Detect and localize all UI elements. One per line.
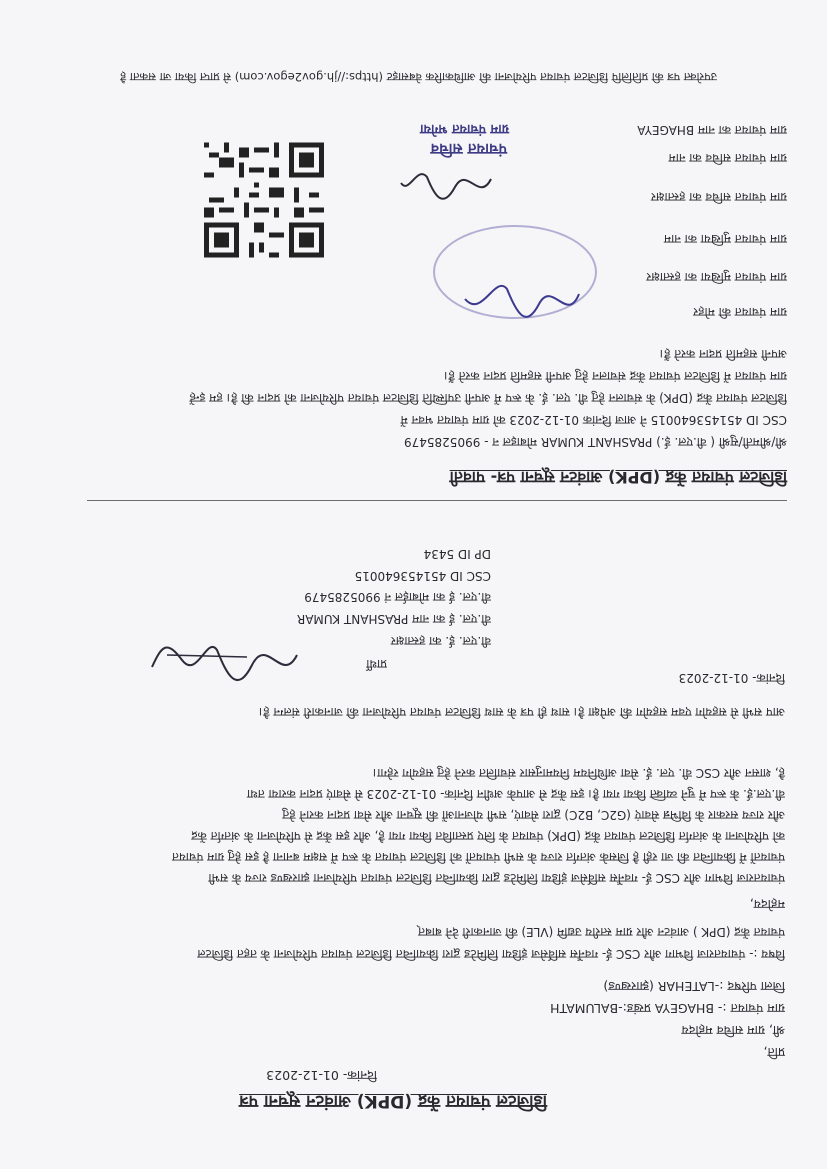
page-title: डिजिटल पंचायत केंद्र (DPK) आवंटन सूचना पत्र (239, 1091, 547, 1111)
body-line: और राज्य सरकार के विभिन्न सेवाएं (G2C, B2C) द्वारा सेवाएं, सभी योजनाओं की सूचना और सेवा प्रदान कराने हेतु (282, 808, 785, 822)
body-line: पंचायतराज विभाग और CSC ई- गवर्नेंस सर्विसेज इंडिया लिमिटेड द्वारा क्रियान्वित डिजिटल पंचायत परियोजना झारखण्ड राज्य के सभी (208, 871, 785, 885)
recipient-line2: ग्राम पंचायत :- BHAGEYA प्रखंड:-BALUMATH (550, 1001, 785, 1016)
sachiv-stamp-panchayat: ग्राम पंचायत भगेया (420, 121, 509, 136)
qr-code (199, 137, 329, 263)
sachiv-stamp-title: पंचायत सचिव (430, 140, 507, 158)
vle-signature (147, 625, 307, 695)
body-line: है, शासन और CSC वी. एल. ई. सेवा अधिनियम नियमानुसार संचालित करने हेतु सहयोग रहेगा। (372, 766, 785, 780)
subject-line1: विषय :- पंचायतराज विभाग और CSC ई- गवर्नेंस सर्विसेज इंडिया लिमिटेड द्वारा क्रियान्वित डिजिटल पंचायत परियोजना के तहत डिजिटल (197, 947, 785, 961)
body-line: वी.एल.ई. के रूप में चुने व्यक्ति किया गया है। इस केंद्र से आपके अधीन दिनांक- 01-12-2023 से सेवाएं प्रदान कराया तथा (247, 787, 785, 801)
ack-line1: श्री/श्रीमती/सुश्री ( वी.एल. ई.) PRASHANT KUMAR मोबाइल न - 9905285479 (403, 435, 787, 449)
body-line: पंचायतों में क्रियान्वित की जा रही है जिसके अंतर्गत राज्य के सभी पंचायतों को डिजिटल पंचायत के रूप में सक्षम बनाना है इस हेतु ग्राम पंचायत (172, 850, 785, 864)
subject-line2: पंचायत केंद्र (DPK ) आवंटन और ग्राम स्तरीय उद्यमि (VLE) की जानकारी देने बाबत् (418, 925, 785, 939)
to-label: प्रति, (763, 1045, 785, 1060)
vle-sign-label: वी.एल. ई. का हस्ताक्षर (390, 634, 491, 648)
mukhiya-signature (457, 269, 587, 329)
date-sign: दिनांक- 01-12-2023 (678, 671, 785, 685)
applicant-label: प्रार्थी (366, 657, 387, 671)
vle-name: वी.एल. ई का नाम PRASHANT KUMAR (296, 612, 491, 626)
ack-line2: CSC ID 451453640015 ने आज दिनांक 01-12-2023 को ग्राम पंचायत भवन में (400, 413, 787, 427)
recipient-line1: श्री, ग्राम सचिव महोदय (681, 1023, 785, 1038)
field-mukhiya-name: ग्राम पंचायत मुखिया का नाम (663, 232, 787, 246)
body-line: को परियोजना के अंतर्गत डिजिटल पंचायत केंद्र (DPK) पंचायत के लिए प्रस्तावित किया गया है, और इस केंद्र से परियोजना के अंतर्गत केंद्र (191, 829, 785, 843)
field-panchayat-name: ग्राम पंचायत का नाम BHAGEYA (637, 123, 787, 137)
field-sachiv-sign: ग्राम पंचायत सचिव का हस्ताक्षर (651, 190, 787, 204)
sachiv-signature (397, 159, 497, 209)
ack-title: डिजिटल पंचायत केंद्र (DPK) आवंटन सूचना पत्र- पावती (449, 468, 787, 487)
csc-id: CSC ID 451453640015 (354, 569, 491, 583)
field-stamp: ग्राम पंचायत की मोहर (693, 305, 787, 319)
ack-line3: डिजिटल पंचायत केंद्र (DPK) के संचालन हेतु वी. एल. ई. के रूप में अपनी उपस्थिति डिजिटल पंचायत परियोजना को प्रदान की है। हम इन्हें (189, 391, 787, 405)
date-top: दिनांक- 01-12-2023 (266, 1068, 377, 1083)
field-sachiv-name: ग्राम पंचायत सचिव का नाम (668, 151, 787, 165)
salutation: महोदय, (749, 897, 785, 912)
body-closing: आप सभी से सहयोग एवम सहयोग की अपेक्षा है। साथ ही पत्र के साथ डिजिटल पंचायत परियोजना की जानकारी संलग्न है। (258, 705, 785, 719)
ack-line5: अपनी सहमति प्रदान करते हैं। (659, 347, 787, 361)
field-mukhiya-sign: ग्राम पंचायत मुखिया का हस्ताक्षर (646, 270, 787, 284)
ack-line4: ग्राम पंचायत में डिजिटल पंचायत केंद्र संचालन हेतु अपनी सहमति प्रदान करते हैं। (443, 369, 787, 383)
footer-note: उपरोक्त पत्र की प्रतिलिपि डिजिटल पंचायत परियोजना की आधिकारिक वेबसाइट (https://jh.gov2egov.com) से प्राप्त किया जा सकता है (120, 70, 717, 84)
divider (87, 500, 787, 501)
dp-id: DP ID 5434 (423, 547, 491, 561)
recipient-line3: जिला परिषद :-LATEHAR (झारखण्ड) (603, 979, 785, 994)
vle-mobile: वी.एल. ई का मोबाईल नं 9905285479 (304, 590, 491, 604)
